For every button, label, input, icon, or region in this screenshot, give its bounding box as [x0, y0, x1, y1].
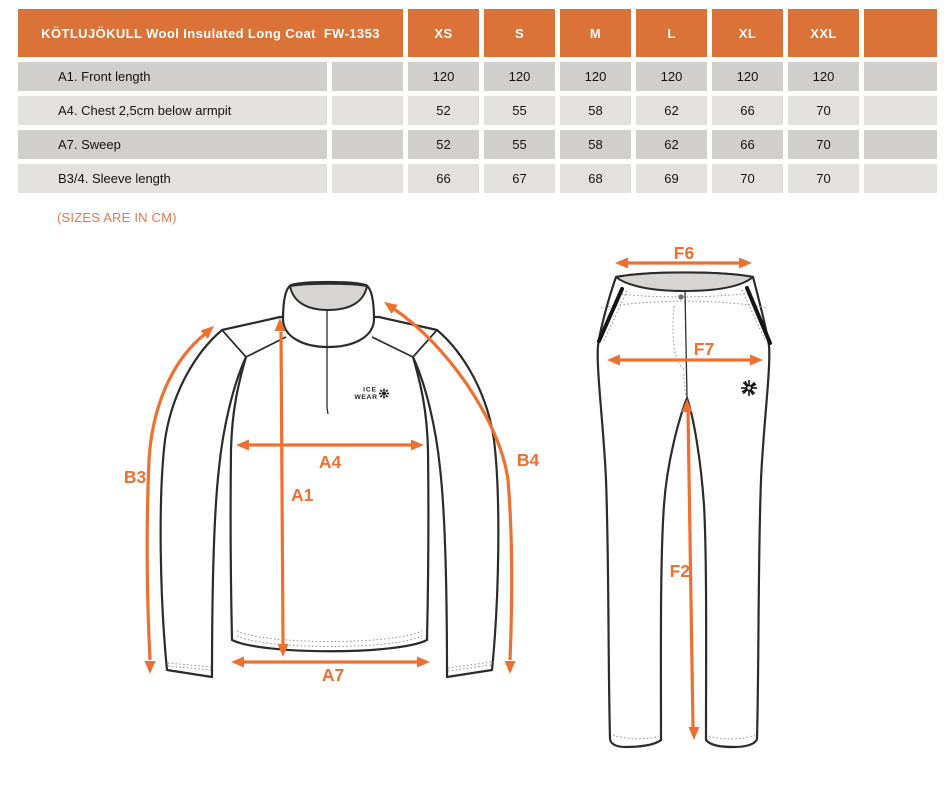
value-cell: 120 [788, 62, 859, 91]
value-cell: 62 [636, 96, 707, 125]
label-F2: F2 [669, 561, 690, 581]
size-col-header-s: S [484, 9, 555, 57]
sizes-in-cm-note: (SIZES ARE IN CM) [57, 210, 177, 225]
value-cell: 68 [560, 164, 631, 193]
pants-button [678, 294, 683, 299]
label-A4: A4 [318, 452, 342, 472]
measure-label: A4. Chest 2,5cm below armpit [18, 96, 327, 125]
measurement-diagram [0, 240, 952, 785]
measure-label: B3/4. Sleeve length [18, 164, 327, 193]
product-title: KÖTLUJÖKULL Wool Insulated Long Coat FW-1353 [18, 9, 403, 57]
value-cell: 120 [712, 62, 783, 91]
trailing-cell [864, 130, 937, 159]
value-cell: 62 [636, 130, 707, 159]
spacer-cell [332, 130, 403, 159]
value-cell: 55 [484, 96, 555, 125]
spacer-cell [332, 164, 403, 193]
size-col-header-m: M [560, 9, 631, 57]
label-B3: B3 [123, 467, 147, 487]
logo-line1: ICE [363, 386, 377, 394]
value-cell: 55 [484, 130, 555, 159]
label-F7: F7 [693, 339, 715, 359]
spacer-cell [332, 62, 403, 91]
value-cell: 67 [484, 164, 555, 193]
trailing-cell [864, 96, 937, 125]
size-col-header-xs: XS [408, 9, 479, 57]
value-cell: 52 [408, 96, 479, 125]
coat-drawing [161, 282, 499, 677]
measure-label: A1. Front length [18, 62, 327, 91]
label-F6: F6 [673, 243, 695, 263]
table-row [18, 130, 937, 159]
value-cell: 70 [788, 164, 859, 193]
logo-gear-icon [379, 389, 389, 399]
size-col-header-l: L [636, 9, 707, 57]
size-col-header-xl: XL [712, 9, 783, 57]
value-cell: 120 [408, 62, 479, 91]
value-cell: 58 [560, 130, 631, 159]
value-cell: 66 [712, 96, 783, 125]
table-row [18, 164, 937, 193]
label-A7: A7 [321, 665, 345, 685]
value-cell: 120 [484, 62, 555, 91]
table-header-row [18, 9, 937, 57]
value-cell: 120 [636, 62, 707, 91]
logo-line2: WEAR [354, 394, 378, 401]
trailing-cell [864, 62, 937, 91]
pants-drawing [598, 273, 770, 748]
value-cell: 70 [788, 96, 859, 125]
size-table [13, 4, 942, 198]
value-cell: 58 [560, 96, 631, 125]
table-row [18, 62, 937, 91]
value-cell: 70 [712, 164, 783, 193]
value-cell: 70 [788, 130, 859, 159]
label-A1: A1 [291, 485, 314, 505]
value-cell: 66 [408, 164, 479, 193]
table-row [18, 96, 937, 125]
value-cell: 120 [560, 62, 631, 91]
pants-silhouette [598, 273, 770, 748]
trailing-cell [864, 164, 937, 193]
measure-label: A7. Sweep [18, 130, 327, 159]
value-cell: 52 [408, 130, 479, 159]
value-cell: 69 [636, 164, 707, 193]
size-col-header-xxl: XXL [788, 9, 859, 57]
coat-body-silhouette [161, 317, 499, 677]
spacer-cell [332, 96, 403, 125]
value-cell: 66 [712, 130, 783, 159]
label-B4: B4 [516, 450, 540, 470]
size-col-header-empty [864, 9, 937, 57]
